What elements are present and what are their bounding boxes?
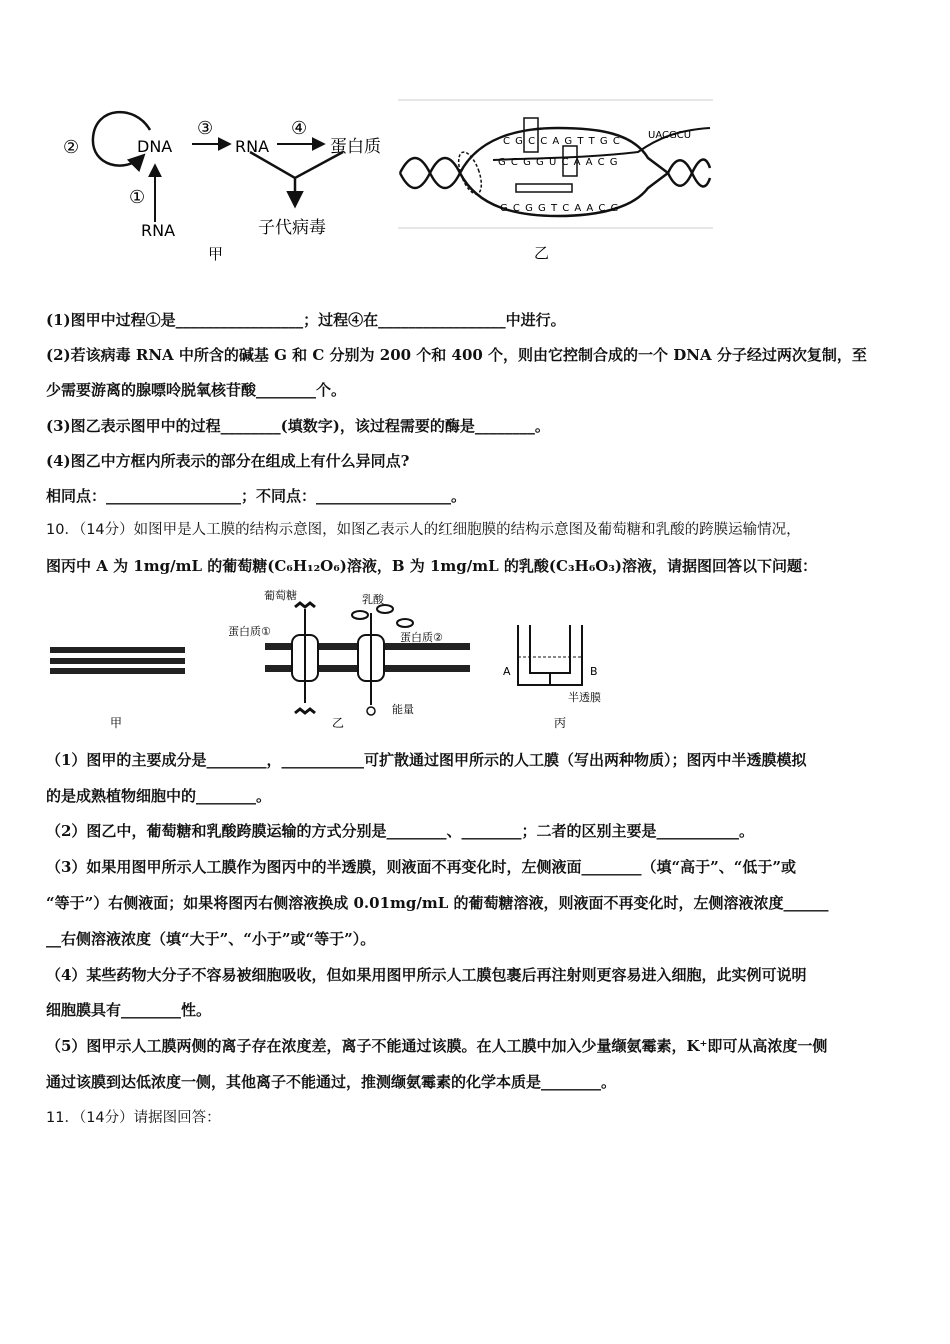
bottom-strand-bases: G C G G T C A A C G [500,203,620,214]
rna-bottom-label: RNA [141,221,176,240]
label-semipermeable: 半透膜 [568,691,601,704]
figure-yi [398,98,713,263]
dna-label: DNA [137,137,173,156]
label-energy: 能量 [392,703,414,716]
process-1-label: ① [129,187,146,208]
question-10-2: （2）图乙中，葡萄糖和乳酸跨膜运输的方式分别是________、________；二者的区别主要是___________。 [46,822,754,840]
question-9-4-answer: 相同点：__________________；不同点：__________________。 [46,487,467,505]
question-10-1-cont: 的是成熟植物细胞中的________。 [46,787,272,805]
right-helix [668,160,710,187]
process-2-label: ② [63,137,80,158]
membrane-yi [265,603,470,715]
caption-jia: 甲 [208,245,224,263]
question-10-1: （1）图甲的主要成分是________，___________可扩散通过图甲所示的人工膜（写出两种物质）；图丙中半透膜模拟 [46,751,807,769]
question-9-2-cont: 少需要游离的腺嘌呤脱氧核苷酸________个。 [46,381,347,399]
question-10-5: （5）图甲示人工膜两侧的离子存在浓度差，离子不能通过该膜。在人工膜中加入少量缬氨霉素，K⁺即可从高浓度一侧 [46,1037,828,1055]
question-10-3: （3）如果用图甲所示人工膜作为图丙中的半透膜，则液面不再变化时，左侧液面________（填“高于”、“低于”或 [46,858,796,876]
question-10-4-cont: 细胞膜具有________性。 [46,1001,212,1019]
figure-jia [55,100,400,265]
caption-q10-yi: 乙 [332,716,345,730]
protein-label: 蛋白质 [330,137,381,157]
label-lactic: 乳酸 [362,593,384,606]
left-helix [400,158,460,188]
u-tube-bing [518,625,582,685]
question-10-3-cont2: __右侧溶液浓度（填“大于”、“小于”或“等于”）。 [46,930,376,948]
question-10-3-cont: “等于”）右侧液面；如果将图丙右侧溶液换成 0.01mg/mL 的葡萄糖溶液，则液面不再变化时，左侧溶液浓度______ [46,894,829,912]
question-10-5-cont: 通过该膜到达低浓度一侧，其他离子不能通过，推测缬氨霉素的化学本质是________。 [46,1073,617,1091]
caption-q10-bing: 丙 [554,716,567,730]
caption-q10-jia: 甲 [110,716,123,730]
label-protein-2: 蛋白质② [400,631,443,644]
question-9-4: (4)图乙中方框内所表示的部分在组成上有什么异同点? [46,452,410,470]
question-10-4: （4）某些药物大分子不容易被细胞吸收，但如果用图甲所示人工膜包裹后再注射则更容易进入细胞，此实例可说明 [46,966,807,984]
question-11: 11．（14分）请据图回答： [46,1110,221,1126]
label-protein-1: 蛋白质① [228,625,271,638]
rna-tail-bases: UACGCU [648,130,692,141]
mid-strand-bases: G C G G U C A A C G [498,157,619,168]
label-b: B [590,665,598,678]
rna-mid-label: RNA [235,137,270,156]
process-3-label: ③ [197,118,214,139]
offspring-label: 子代病毒 [258,218,326,238]
top-strand-bases: C G C C A G T T G C [503,136,621,147]
label-glucose: 葡萄糖 [264,589,297,602]
label-a: A [503,665,511,678]
figure-q10 [40,585,660,735]
question-9-3: (3)图乙表示图甲中的过程________(填数字)，该过程需要的酶是________。 [46,417,550,435]
polymerase-box [516,184,572,192]
question-9-1: (1)图甲中过程①是_________________；过程④在_________________中进行。 [46,311,566,329]
question-9-2: (2)若该病毒 RNA 中所含的碱基 G 和 C 分别为 200 个和 400 个，则由它控制合成的一个 DNA 分子经过两次复制，至 [46,346,867,364]
process-4-label: ④ [291,118,308,139]
question-10-intro-1: 10．（14分）如图甲是人工膜的结构示意图，如图乙表示人的红细胞膜的结构示意图及葡萄糖和乳酸的跨膜运输情况， [46,522,801,538]
merge-arrow [250,152,343,205]
question-10-intro-2: 图丙中 A 为 1mg/mL 的葡萄糖(C₆H₁₂O₆)溶液，B 为 1mg/mL 的乳酸(C₃H₆O₃)溶液，请据图回答以下问题： [46,557,817,575]
caption-yi: 乙 [534,244,550,262]
membrane-jia [50,647,185,674]
